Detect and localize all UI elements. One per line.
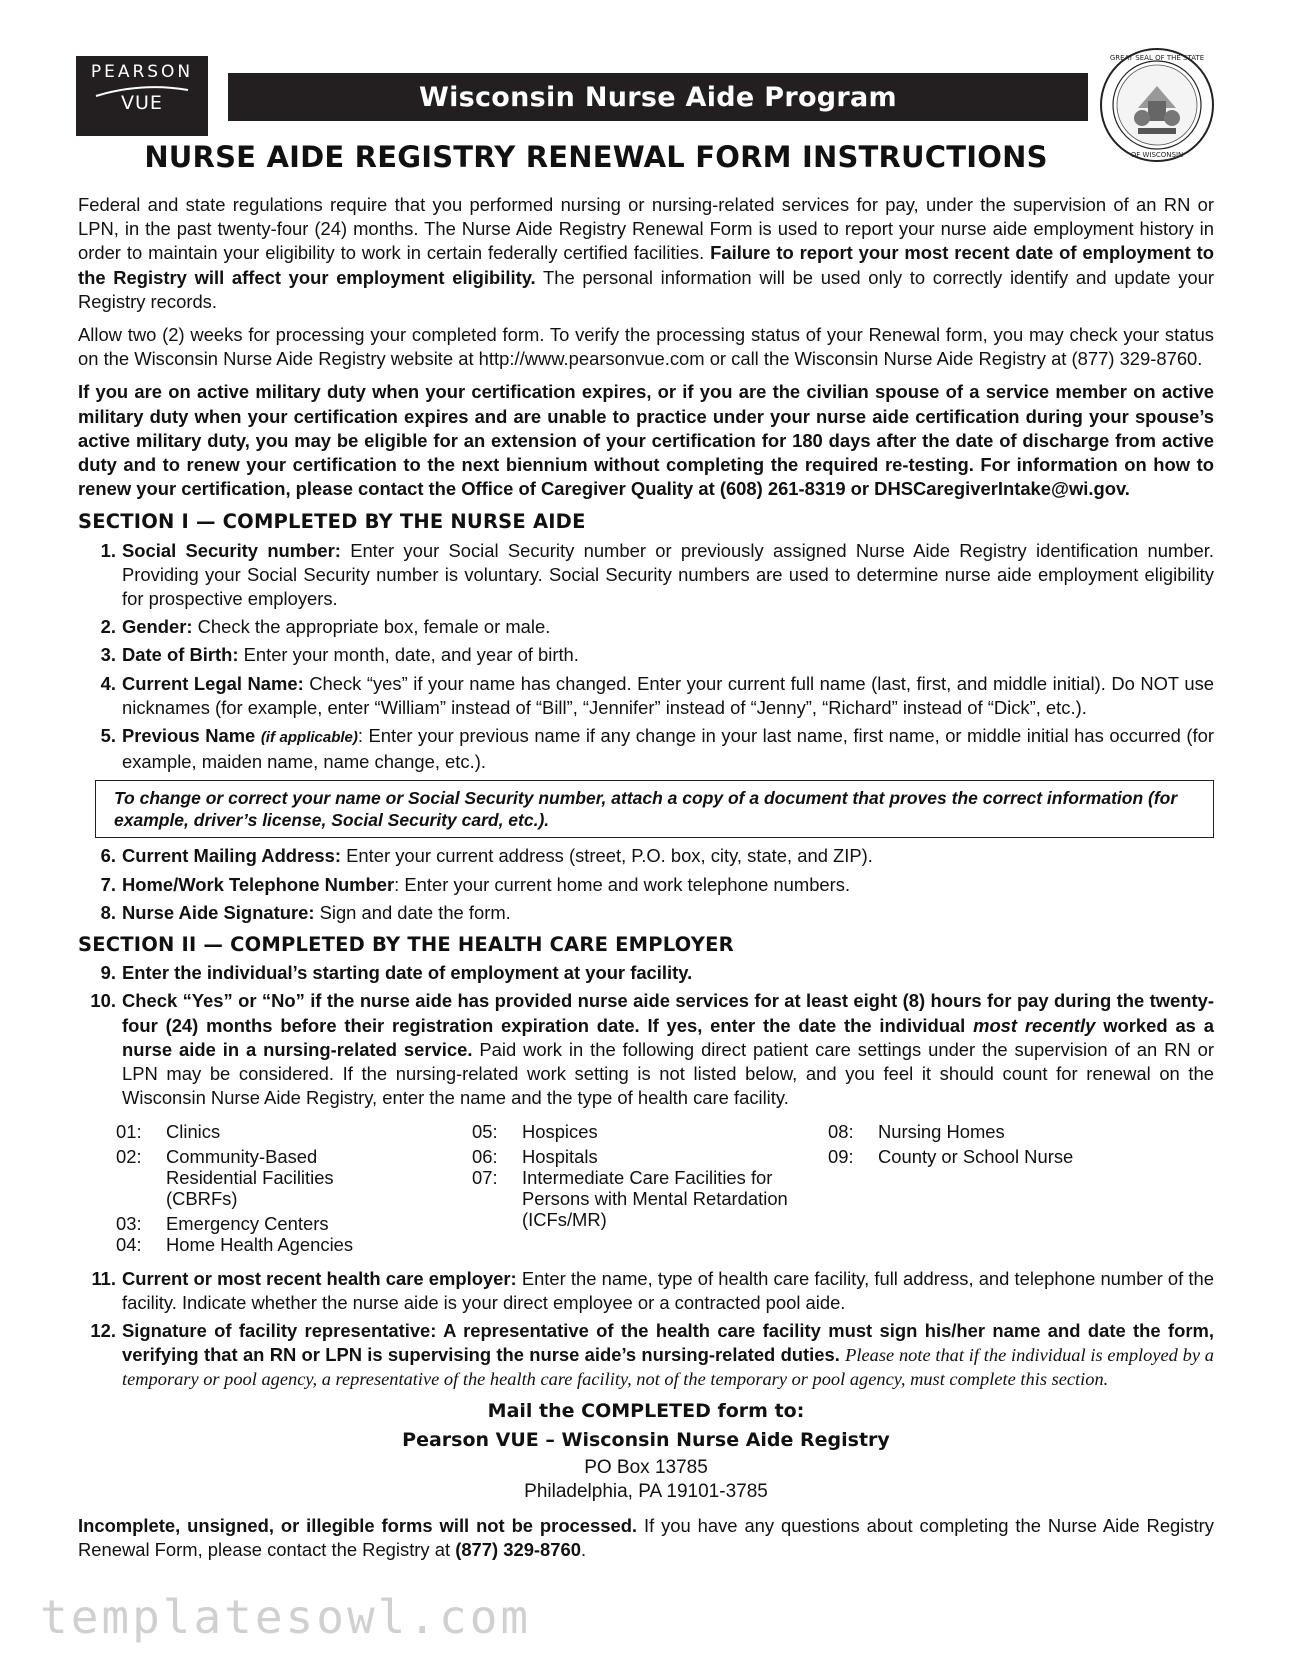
instruction-item-8: 8. Nurse Aide Signature: Sign and date the form. bbox=[100, 901, 511, 923]
instruction-item-7: 7. Home/Work Telephone Number: Enter your current home and work telephone numbers. bbox=[100, 873, 851, 895]
list-item: 05: Hospices bbox=[472, 1120, 598, 1142]
page-title: NURSE AIDE REGISTRY RENEWAL FORM INSTRUCTIONS bbox=[144, 140, 1048, 174]
list-item: 09: County or School Nurse bbox=[828, 1145, 1074, 1167]
instruction-item-9: 9. Enter the individual’s starting date of employment at your facility. bbox=[100, 962, 693, 984]
name-change-note: To change or correct your name or Social Security number, attach a copy of a document that proves the correct information (for example, driver’s license, Social Security card, etc.). bbox=[95, 780, 1214, 838]
mail-org: Pearson VUE – Wisconsin Nurse Aide Registry bbox=[402, 1428, 890, 1451]
svg-text:GREAT SEAL OF THE STATE: GREAT SEAL OF THE STATE bbox=[1109, 54, 1205, 62]
instruction-item-6: 6. Current Mailing Address: Enter your current address (street, P.O. box, city, state, and ZIP). bbox=[100, 845, 873, 867]
program-title: Wisconsin Nurse Aide Program bbox=[419, 81, 897, 113]
list-item: 04: Home Health Agencies bbox=[116, 1233, 354, 1255]
mail-title: Mail the COMPLETED form to: bbox=[487, 1399, 805, 1422]
section-2-heading: SECTION II — COMPLETED BY THE HEALTH CARE EMPLOYER bbox=[78, 933, 734, 957]
logo-top-text: PEARSON bbox=[90, 62, 194, 82]
mail-city: Philadelphia, PA 19101-3785 bbox=[524, 1480, 768, 1502]
instruction-item-12: 12. Signature of facility representative: A representative of the health care facility must sign his/her name and date the form, verifying that an RN or LPN is supervising the nurse aide’s nursing-related duties. Please note that if the individual is employed by a temporary or pool agency, a representative of the health care facility, not of the temporary or pool agency, must complete this section. bbox=[90, 1319, 1214, 1390]
instruction-item-10: 10. Check “Yes” or “No” if the nurse aide has provided nurse aide services for at least eight (8) hours for pay during the twenty-four (24) months before their registration expiration date. If yes, enter the date the individual most recently worked as a nurse aide in a nursing-related service. Paid work in the following direct patient care settings under the supervision of an RN or LPN may be considered. If the nursing-related work setting is not listed below, and you feel it should count for renewal on the Wisconsin Nurse Aide Registry, enter the name and the type of health care facility. bbox=[90, 990, 1214, 1109]
footer-note: Incomplete, unsigned, or illegible forms will not be processed. If you have any questions about completing the Nurse Aide Registry Renewal Form, please contact the Registry at (877) 329-8760. bbox=[78, 1514, 1214, 1560]
instruction-item-11: 11. Current or most recent health care employer: Enter the name, type of health care facility, full address, and telephone number of the facility. Indicate whether the nurse aide is your direct employee or a contracted pool aide. bbox=[91, 1267, 1214, 1313]
instructions-body bbox=[78, 193, 1214, 1571]
list-item: 02: Community-Based Residential Facilities (CBRFs) bbox=[116, 1145, 334, 1209]
list-item: 01: Clinics bbox=[116, 1120, 221, 1142]
instruction-item-2: 2. Gender: Check the appropriate box, female or male. bbox=[100, 616, 551, 638]
instruction-item-5: 5. Previous Name (if applicable): Enter your previous name if any change in your last name, first name, or middle initial has occurred (for example, maiden name, name change, etc.). bbox=[100, 725, 1214, 773]
list-item: 03: Emergency Centers bbox=[116, 1212, 329, 1234]
mailing-address-block bbox=[78, 1398, 1214, 1504]
logo-bottom-text: VUE bbox=[121, 92, 163, 114]
intro-paragraph-1: Federal and state regulations require that you performed nursing or nursing-related services for pay, under the supervision of an RN or LPN, in the past twenty-four (24) months. The Nurse Aide Registry Renewal Form is used to report your nurse aide employment history in order to maintain your eligibility to work in certain federally certified facilities. Failure to report your most recent date of employment to the Registry will affect your employment eligibility. The personal information will be used only to correctly identify and update your Registry records. bbox=[78, 194, 1215, 312]
instruction-item-3: 3. Date of Birth: Enter your month, date, and year of birth. bbox=[100, 644, 579, 666]
list-item: 06: Hospitals bbox=[472, 1145, 598, 1167]
mail-po-box: PO Box 13785 bbox=[584, 1456, 708, 1478]
military-notice: If you are on active military duty when your certification expires, or if you are the civilian spouse of a service member on active military duty when your certification expires and are unable to practice under your nurse aide certification during your spouse’s active military duty, you may be eligible for an extension of your certification for 180 days after the date of discharge from active duty and to renew your certification to the next biennium without completing the required re-testing. For information on how to renew your certification, please contact the Office of Caregiver Quality at (608) 261-8319 or DHSCaregiverIntake@wi.gov. bbox=[78, 381, 1214, 500]
care-settings-list bbox=[116, 1121, 1214, 1255]
section-1-heading: SECTION I — COMPLETED BY THE NURSE AIDE bbox=[78, 510, 586, 534]
pearson-vue-logo bbox=[76, 56, 208, 136]
program-title-bar bbox=[228, 73, 1088, 121]
list-item: 08: Nursing Homes bbox=[828, 1120, 1005, 1142]
instruction-item-1: 1. Social Security number: Enter your Social Security number or previously assigned Nurse Aide Registry identification number. Providing your Social Security number is voluntary. Social Security numbers are used to determine nurse aide employment eligibility for prospective employers. bbox=[100, 539, 1214, 610]
care-settings-column-3 bbox=[828, 1121, 1158, 1255]
intro-paragraph-2: Allow two (2) weeks for processing your completed form. To verify the processing status of your Renewal form, you may check your status on the Wisconsin Nurse Aide Registry website at http://www.pearsonvue.com or call the Wisconsin Nurse Aide Registry at (877) 329-8760. bbox=[78, 324, 1214, 370]
list-item: 07: Intermediate Care Facilities for Persons with Mental Retardation (ICFs/MR) bbox=[472, 1166, 788, 1230]
watermark: templatesowl.com bbox=[40, 1590, 532, 1644]
care-settings-column-2 bbox=[472, 1121, 828, 1255]
svg-text:OF WISCONSIN: OF WISCONSIN bbox=[1130, 151, 1184, 159]
instruction-item-4: 4. Current Legal Name: Check “yes” if your name has changed. Enter your current full name (last, first, and middle initial). Do NOT use nicknames (for example, enter “William” instead of “Bill”, “Jennifer” instead of “Jenny”, “Richard” instead of “Dick”, etc.). bbox=[100, 672, 1214, 718]
care-settings-column-1 bbox=[116, 1121, 472, 1255]
